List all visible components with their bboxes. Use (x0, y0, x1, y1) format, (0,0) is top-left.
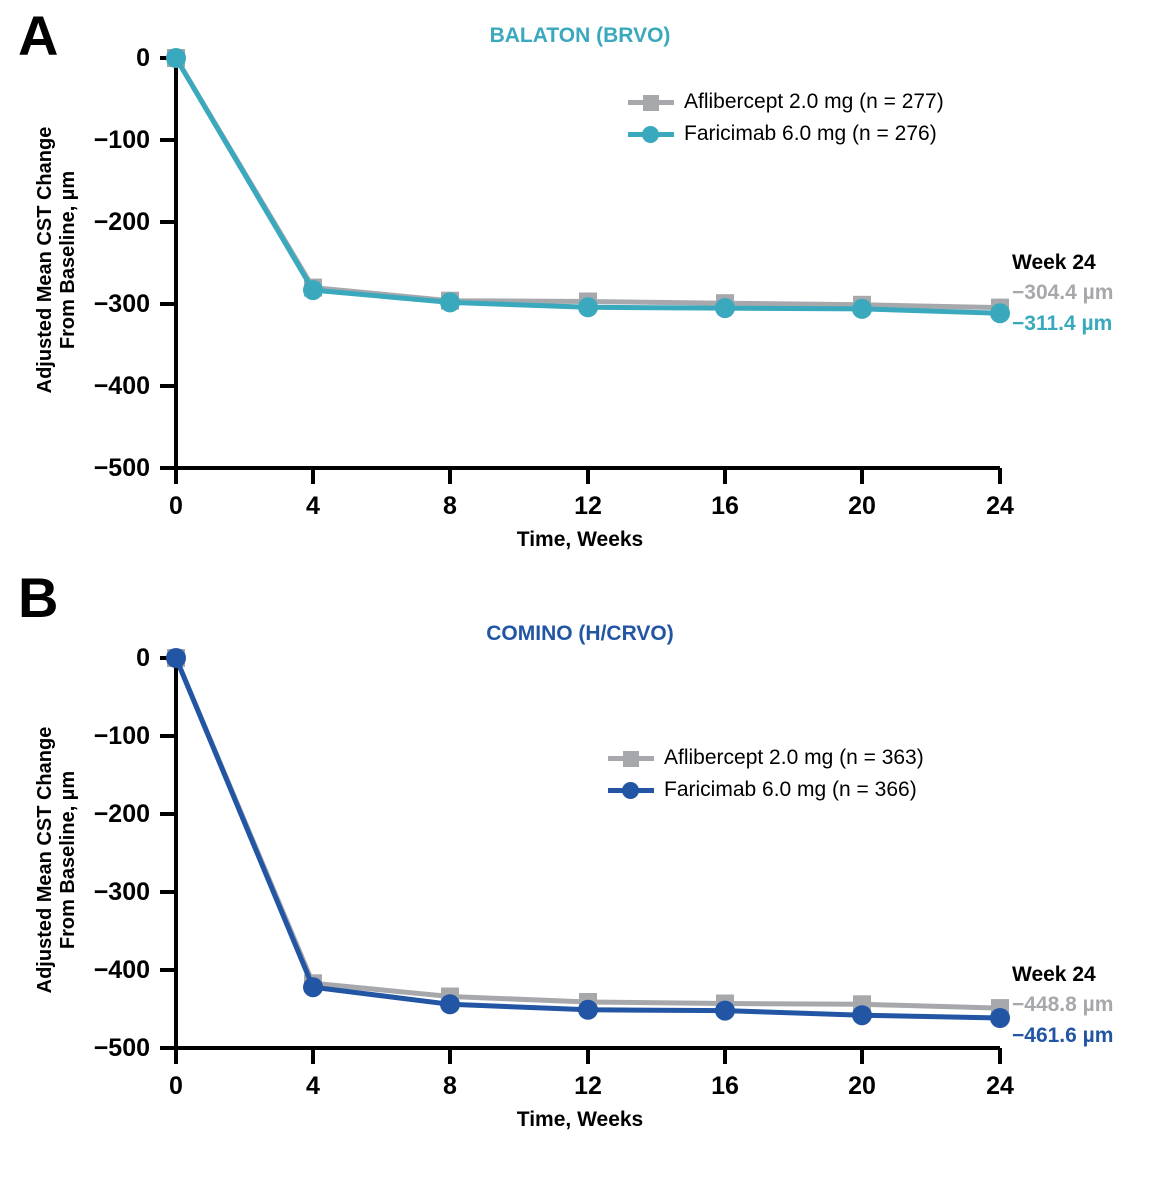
week24-annotation-b (1012, 960, 1113, 1051)
svg-text:4: 4 (306, 492, 320, 520)
svg-text:−400: −400 (93, 956, 150, 984)
svg-text:16: 16 (711, 1072, 739, 1100)
svg-text:4: 4 (306, 1072, 320, 1100)
legend-b (608, 742, 924, 806)
svg-text:−100: −100 (93, 722, 150, 750)
svg-text:8: 8 (443, 492, 457, 520)
svg-text:−300: −300 (93, 290, 150, 318)
panel-title-balaton: BALATON (BRVO) (489, 24, 671, 47)
y-axis-label-b: Adjusted Mean CST Change From Baseline, µm (34, 726, 79, 994)
legend-marker-circle-icon (608, 781, 654, 799)
svg-text:−400: −400 (93, 372, 150, 400)
svg-text:−500: −500 (93, 1034, 150, 1062)
week24-annotation-a (1012, 248, 1113, 339)
week24-value-aflibercept-a: −304.4 µm (1012, 281, 1114, 305)
panel-title-comino: COMINO (H/CRVO) (486, 622, 674, 645)
svg-text:16: 16 (711, 492, 739, 520)
series-line-faricimab-b (176, 658, 1000, 1018)
svg-text:24: 24 (986, 492, 1014, 520)
svg-text:−100: −100 (93, 126, 150, 154)
panel-letter-a: A (18, 4, 59, 67)
svg-text:0: 0 (169, 492, 183, 520)
svg-text:0: 0 (136, 644, 150, 672)
svg-text:12: 12 (574, 1072, 602, 1100)
svg-text:−200: −200 (93, 800, 150, 828)
y-axis-label-a: Adjusted Mean CST Change From Baseline, µm (34, 126, 79, 394)
svg-text:20: 20 (848, 492, 876, 520)
svg-text:20: 20 (848, 1072, 876, 1100)
week24-value-faricimab-b: −461.6 µm (1012, 1023, 1114, 1047)
x-axis-label-b: Time, Weeks (516, 1108, 644, 1131)
svg-text:24: 24 (986, 1072, 1014, 1100)
legend-label-faricimab-a: Faricimab 6.0 mg (n = 276) (684, 122, 937, 145)
legend-marker-circle-icon (628, 125, 674, 143)
legend-marker-square-icon (608, 749, 654, 767)
legend-marker-square-icon (628, 93, 674, 111)
week24-header-a: Week 24 (1012, 251, 1096, 274)
svg-text:0: 0 (136, 44, 150, 72)
legend-item-faricimab-a (628, 118, 944, 150)
svg-text:8: 8 (443, 1072, 457, 1100)
week24-value-aflibercept-b: −448.8 µm (1012, 993, 1114, 1017)
panel-letter-b: B (18, 566, 59, 629)
svg-text:0: 0 (169, 1072, 183, 1100)
panel-comino (0, 566, 1160, 1180)
svg-text:12: 12 (574, 492, 602, 520)
x-axis-label-a: Time, Weeks (516, 528, 644, 551)
legend-a (628, 86, 944, 150)
svg-text:−500: −500 (93, 454, 150, 482)
legend-item-faricimab-b (608, 774, 924, 806)
svg-text:−200: −200 (93, 208, 150, 236)
panel-balaton (0, 0, 1160, 570)
svg-text:−300: −300 (93, 878, 150, 906)
legend-label-aflibercept-a: Aflibercept 2.0 mg (n = 277) (684, 90, 944, 113)
legend-label-aflibercept-b: Aflibercept 2.0 mg (n = 363) (664, 746, 924, 769)
legend-label-faricimab-b: Faricimab 6.0 mg (n = 366) (664, 778, 917, 801)
week24-value-faricimab-a: −311.4 µm (1012, 311, 1113, 335)
legend-item-aflibercept-b (608, 742, 924, 774)
plot-area-a (0, 0, 1160, 570)
plot-area-b (0, 566, 1160, 1180)
week24-header-b: Week 24 (1012, 963, 1096, 986)
legend-item-aflibercept-a (628, 86, 944, 118)
